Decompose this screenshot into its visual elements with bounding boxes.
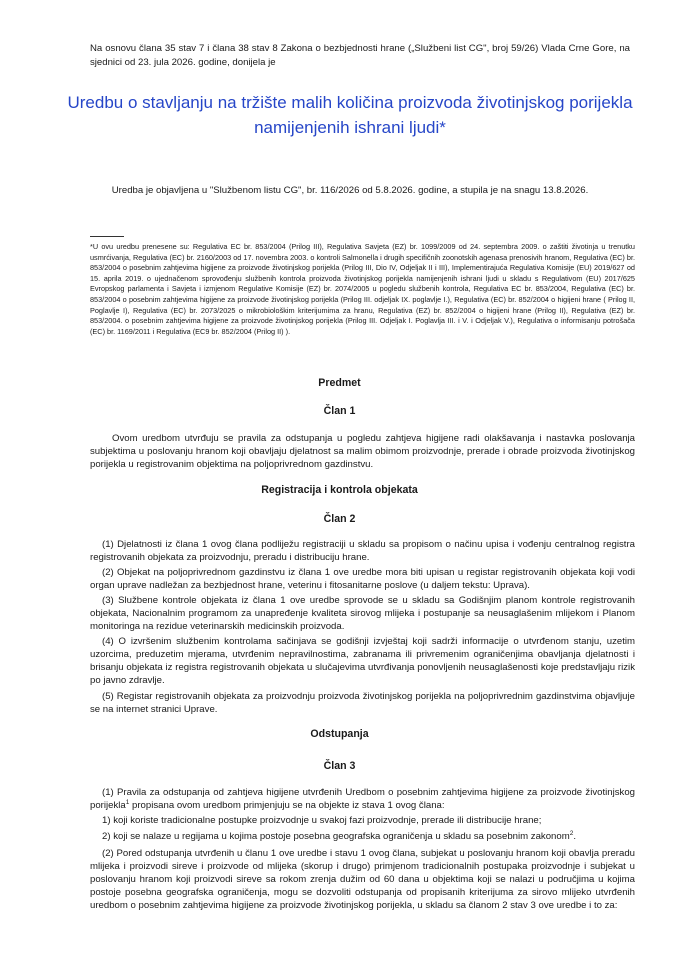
article-1-text: Ovom uredbom utvrđuju se pravila za odstupanja u pogledu zahtjeva higijene radi olakšavanja i nastavka poslovanja subjektima u poslovanju hranom koji obavljaju djelatnost sa malim obimom proizvodnje, prerade i obrade proizvoda životinjskog porijekla u registrovanim objektima na poljoprivrednom gazdinstvu. — [90, 433, 635, 470]
article-2-paragraph-2: (2) Objekat na poljoprivrednom gazdinstvu iz člana 1 ove uredbe mora biti upisan u registar registrovanih objekata koji vodi organ uprave nadležan za bezbjednost hrane, veterinu i fitosanitarne poslove (u daljem tekstu: Uprava). — [90, 567, 635, 591]
article-heading-3: Član 3 — [323, 760, 356, 772]
footnote-ref-2: 2 — [569, 829, 574, 837]
preamble: Na osnovu člana 35 stav 7 i člana 38 stav 8 Zakona o bezbjednosti hrane („Službeni list CG", broj 59/26) Vlada Crne Gore, na sjednici od 23. jula 2026. godine, donijela je — [90, 43, 630, 68]
footnote: *U ovu uredbu prenesene su: Regulativa EC br. 853/2004 (Prilog III), Regulativa Savjeta (EZ) br. 1099/2009 od 24. septembra 2009. o zaštiti životinja u trenutku usmrćivanja, Regulativa (EC) br. 2160/2003 od 17. novembra 2003. o kontroli Salmonella i drugih specifičnih zoonotskih agenasa prenosivih hranom, Regulativa (EC) br. 853/2004 o posebnim zahtjevima higijene za proizvode životinjskog porijekla (Prilog III, Dio IV, Odjeljak II i III), Implementirajuća Regulativa Komisije (EU) 2019/627 od 15. aprila 2019. o ujednačenom sprovođenju službenih kontrola proizvoda životinjskog porijekla namijenjenih ishrani ljudi u skladu s Regulativom (EU) 2017/625 Evropskog parlamenta i Savjeta i izmjenom Regulative Komisije (EZ) br. 2074/2005 u pogledu službenih kontrola, Regulativa EC br. 853/2004, Regulativa (EC) br. 853/2004 o posebnim zahtjevima higijene za proizvode životinjskog porijekla (Prilog III. odjeljak IX. poglavlje I.), Regulativa (EC) br. 852/2004 o higijeni hrane ( Prilog II, Poglavlje I), Regulativa (EC) br. 2073/2025 o mikrobiološkim kriterijumima za hranu, Regulativa (EZ) br. 852/2004 o higijeni hrane (Prilog II), Regulativa (EZ) br. 853/2004. o posebnim zahtjevima higijene za proizvode životinjskog porijekla (Prilog III. Odjeljak I. Poglavlja III. i V. i Odjeljak V.), Regulativa o informisanju potrošača (EC) br. 1169/2011 i Regulativa (EC9 br. 852/2004 (Prilog II) ). — [90, 242, 635, 336]
article-3-item-2 — [90, 830, 635, 843]
article-3-paragraph-1-text: (1) Pravila za odstupanja od zahtjeva higijene utvrđenih Uredbom o posebnim zahtjevima higijene za proizvode životinjskog porijekla — [90, 787, 635, 811]
section-heading-registracija: Registracija i kontrola objekata — [261, 484, 418, 496]
article-heading-1: Član 1 — [323, 405, 356, 417]
article-2-paragraph-3: (3) Službene kontrole objekata iz člana 1 ove uredbe sprovode se u skladu sa Godišnjim planom kontrole registrovanih objekata, Nacionalnim programom za unapređenje kvaliteta sirovog mlijeka i postupanje sa neusaglašenim mlijekom i Planom monitoringa na rezidue veterinarskih medicinskih proizvoda. — [90, 595, 635, 632]
regulation-title: Uredbu o stavljanju na tržište malih količina proizvoda životinjskog porijekla namijenjenih ishrani ljudi* — [67, 93, 633, 137]
section-heading-odstupanja: Odstupanja — [310, 728, 369, 740]
article-2-paragraph-1: (1) Djelatnosti iz člana 1 ovog člana podliježu registraciji u skladu sa propisom o načinu upisa i vođenju centralnog registra registrovanih objekata za proizvodnju, preradu i distribuciju hrane. — [90, 539, 635, 563]
article-3-paragraph-1 — [90, 786, 635, 812]
article-3-paragraph-2: (2) Pored odstupanja utvrđenih u članu 1 ove uredbe i stavu 1 ovog člana, subjekat u poslovanju hranom koji obavlja preradu mlijeka i proizvodi sireve i proizvode od mlijeka (skorup i drugo) primjenom tradicionalnih postupaka proizvodnje i subjekat u poslovanju hranom koji proizvodi sireve sa rokom zrenja dužim od 60 dana u objektima koji se nalazi u područjima u kojima postoje posebna geografska ograničenja, mogu se dozvoliti odstupanja od propisanih kriterijuma za sirovo mlijeko utvrđenih uredbom o posebnim zahtjevima higijene za proizvode životinjskog porijekla, u skladu sa članom 2 stav 3 ove uredbe i to za: — [90, 848, 635, 911]
footnote-separator — [90, 236, 124, 237]
article-heading-2: Član 2 — [323, 513, 356, 525]
article-3-item-2-end: . — [573, 831, 577, 842]
article-2-paragraph-4: (4) O izvršenim službenim kontrolama sačinjava se godišnji izvještaj koji sadrži informacije o utvrđenom stanju, uzetim uzorcima, preduzetim mjerama, utvrđenim nepravilnostima, zabranama ili privremenim ograničenjima obavljanja djelatnosti i brisanju objekata iz registra registrovanih objekata u slučajevima utvrđivanja ponovljenih neusaglašenosti koje predstavljaju rizik po javno zdravlje. — [90, 636, 635, 686]
article-3-paragraph-1-text-cont: propisana ovom uredbom primjenjuju se na objekte iz stava 1 ovog člana: — [129, 800, 445, 811]
article-2-paragraph-5: (5) Registar registrovanih objekata za proizvodnju proizvoda životinjskog porijekla na poljoprivrednim gazdinstvima objavljuje se na internet stranici Uprave. — [90, 691, 635, 715]
section-heading-predmet: Predmet — [318, 377, 361, 389]
footnote-ref-1: 1 — [125, 798, 130, 806]
article-3-item-1: 1) koji koriste tradicionalne postupke proizvodnje u svakoj fazi proizvodnje, prerade ili distribucije hrane; — [102, 815, 542, 826]
publication-note: Uredba je objavljena u "Službenom listu CG", br. 116/2026 od 5.8.2026. godine, a stupila je na snagu 13.8.2026. — [111, 185, 589, 196]
article-3-item-2-text: 2) koji se nalaze u regijama u kojima postoje posebna geografska ograničenja u skladu sa posebnim zakonom — [102, 831, 570, 842]
